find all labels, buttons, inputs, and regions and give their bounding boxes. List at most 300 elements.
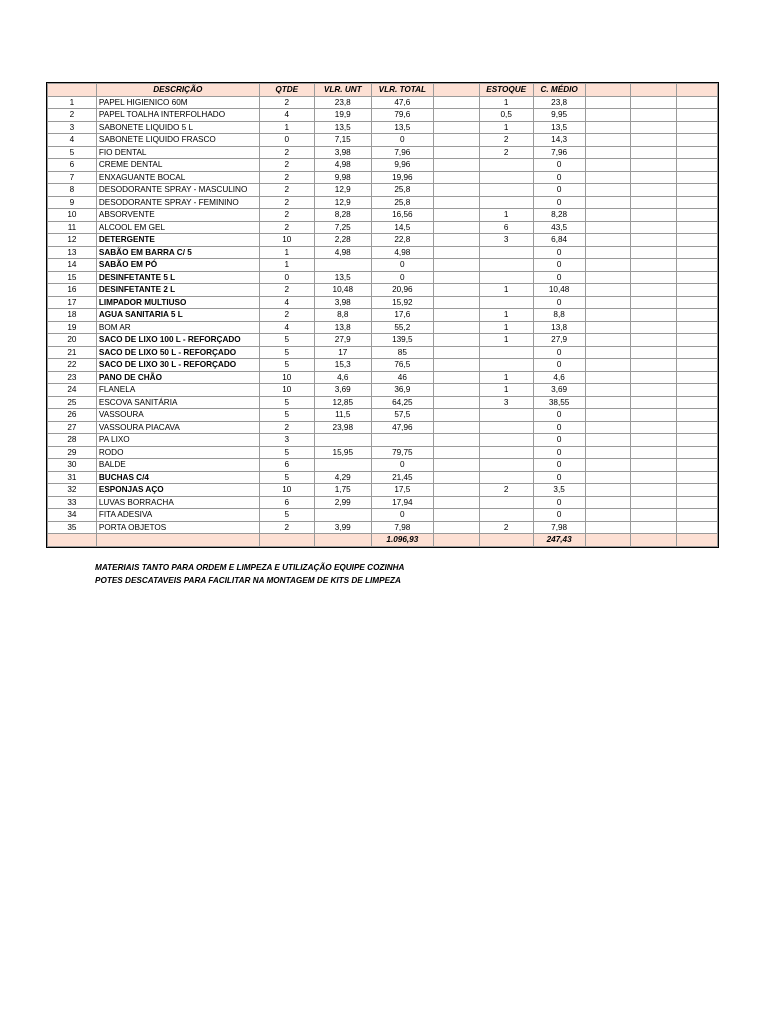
cell-vlr-total[interactable]: 9,96 bbox=[371, 159, 433, 172]
cell-qtde[interactable]: 0 bbox=[259, 271, 314, 284]
empty-cell[interactable] bbox=[479, 534, 533, 547]
cell-vlr-total[interactable]: 64,25 bbox=[371, 396, 433, 409]
cell-qtde[interactable]: 0 bbox=[259, 134, 314, 147]
cell-qtde[interactable]: 10 bbox=[259, 371, 314, 384]
cell-descricao[interactable]: BOM AR bbox=[96, 321, 259, 334]
cell-num[interactable]: 8 bbox=[48, 184, 97, 197]
cell-descricao[interactable]: PA LIXO bbox=[96, 434, 259, 447]
cell-num[interactable]: 5 bbox=[48, 146, 97, 159]
cell-vlr-unt[interactable]: 4,98 bbox=[314, 159, 371, 172]
cell-num[interactable]: 19 bbox=[48, 321, 97, 334]
empty-cell[interactable] bbox=[433, 484, 479, 497]
cell-num[interactable]: 12 bbox=[48, 234, 97, 247]
empty-cell[interactable] bbox=[433, 346, 479, 359]
header-empty-cell[interactable] bbox=[677, 84, 718, 97]
cell-vlr-unt[interactable]: 4,29 bbox=[314, 471, 371, 484]
empty-cell[interactable] bbox=[433, 409, 479, 422]
cell-vlr-total[interactable]: 25,8 bbox=[371, 196, 433, 209]
cell-estoque[interactable] bbox=[479, 496, 533, 509]
empty-cell[interactable] bbox=[585, 359, 631, 372]
empty-cell[interactable] bbox=[631, 434, 677, 447]
empty-cell[interactable] bbox=[314, 534, 371, 547]
cell-qtde[interactable]: 5 bbox=[259, 396, 314, 409]
cell-qtde[interactable]: 2 bbox=[259, 171, 314, 184]
empty-cell[interactable] bbox=[433, 109, 479, 122]
cell-estoque[interactable]: 2 bbox=[479, 134, 533, 147]
empty-cell[interactable] bbox=[677, 96, 718, 109]
cell-num[interactable]: 20 bbox=[48, 334, 97, 347]
empty-cell[interactable] bbox=[677, 334, 718, 347]
empty-cell[interactable] bbox=[631, 234, 677, 247]
cell-num[interactable]: 7 bbox=[48, 171, 97, 184]
empty-cell[interactable] bbox=[631, 309, 677, 322]
empty-cell[interactable] bbox=[631, 221, 677, 234]
empty-cell[interactable] bbox=[631, 296, 677, 309]
cell-descricao[interactable]: ESPONJAS AÇO bbox=[96, 484, 259, 497]
cell-c-medio[interactable]: 0 bbox=[533, 509, 585, 522]
empty-cell[interactable] bbox=[585, 309, 631, 322]
cell-descricao[interactable]: ENXAGUANTE BOCAL bbox=[96, 171, 259, 184]
cell-estoque[interactable]: 2 bbox=[479, 146, 533, 159]
empty-cell[interactable] bbox=[433, 509, 479, 522]
cell-vlr-total[interactable]: 0 bbox=[371, 134, 433, 147]
cell-qtde[interactable]: 4 bbox=[259, 109, 314, 122]
cell-vlr-unt[interactable] bbox=[314, 259, 371, 272]
empty-cell[interactable] bbox=[631, 121, 677, 134]
empty-cell[interactable] bbox=[677, 109, 718, 122]
cell-estoque[interactable] bbox=[479, 171, 533, 184]
cell-vlr-unt[interactable]: 13,5 bbox=[314, 271, 371, 284]
cell-vlr-unt[interactable] bbox=[314, 509, 371, 522]
header-empty-cell[interactable] bbox=[631, 84, 677, 97]
empty-cell[interactable] bbox=[677, 496, 718, 509]
empty-cell[interactable] bbox=[96, 534, 259, 547]
cell-qtde[interactable]: 5 bbox=[259, 359, 314, 372]
cell-num[interactable]: 10 bbox=[48, 209, 97, 222]
cell-descricao[interactable]: PAPEL TOALHA INTERFOLHADO bbox=[96, 109, 259, 122]
cell-descricao[interactable]: PANO DE CHÃO bbox=[96, 371, 259, 384]
cell-vlr-unt[interactable]: 9,98 bbox=[314, 171, 371, 184]
empty-cell[interactable] bbox=[631, 446, 677, 459]
cell-c-medio[interactable]: 0 bbox=[533, 184, 585, 197]
cell-num[interactable]: 6 bbox=[48, 159, 97, 172]
empty-cell[interactable] bbox=[585, 159, 631, 172]
cell-vlr-total[interactable]: 79,75 bbox=[371, 446, 433, 459]
cell-qtde[interactable]: 2 bbox=[259, 221, 314, 234]
cell-qtde[interactable]: 10 bbox=[259, 234, 314, 247]
empty-cell[interactable] bbox=[585, 371, 631, 384]
cell-vlr-total[interactable] bbox=[371, 434, 433, 447]
cell-estoque[interactable] bbox=[479, 471, 533, 484]
empty-cell[interactable] bbox=[585, 296, 631, 309]
cell-qtde[interactable]: 5 bbox=[259, 409, 314, 422]
empty-cell[interactable] bbox=[677, 296, 718, 309]
cell-num[interactable]: 30 bbox=[48, 459, 97, 472]
empty-cell[interactable] bbox=[631, 371, 677, 384]
cell-estoque[interactable] bbox=[479, 346, 533, 359]
cell-qtde[interactable]: 1 bbox=[259, 246, 314, 259]
empty-cell[interactable] bbox=[433, 96, 479, 109]
cell-vlr-total[interactable]: 21,45 bbox=[371, 471, 433, 484]
cell-descricao[interactable]: DESODORANTE SPRAY - FEMININO bbox=[96, 196, 259, 209]
empty-cell[interactable] bbox=[433, 309, 479, 322]
cell-descricao[interactable]: SABÃO EM PÓ bbox=[96, 259, 259, 272]
cell-num[interactable]: 24 bbox=[48, 384, 97, 397]
empty-cell[interactable] bbox=[631, 271, 677, 284]
cell-num[interactable]: 21 bbox=[48, 346, 97, 359]
cell-qtde[interactable]: 5 bbox=[259, 471, 314, 484]
cell-estoque[interactable]: 1 bbox=[479, 371, 533, 384]
cell-num[interactable]: 23 bbox=[48, 371, 97, 384]
empty-cell[interactable] bbox=[631, 421, 677, 434]
cell-descricao[interactable]: CREME DENTAL bbox=[96, 159, 259, 172]
empty-cell[interactable] bbox=[631, 509, 677, 522]
cell-num[interactable]: 29 bbox=[48, 446, 97, 459]
empty-cell[interactable] bbox=[677, 284, 718, 297]
cell-descricao[interactable]: ALCOOL EM GEL bbox=[96, 221, 259, 234]
empty-cell[interactable] bbox=[677, 509, 718, 522]
cell-num[interactable]: 16 bbox=[48, 284, 97, 297]
empty-cell[interactable] bbox=[677, 384, 718, 397]
empty-cell[interactable] bbox=[631, 359, 677, 372]
empty-cell[interactable] bbox=[585, 234, 631, 247]
cell-c-medio[interactable]: 7,96 bbox=[533, 146, 585, 159]
empty-cell[interactable] bbox=[585, 459, 631, 472]
cell-descricao[interactable]: LUVAS BORRACHA bbox=[96, 496, 259, 509]
empty-cell[interactable] bbox=[677, 346, 718, 359]
cell-vlr-unt[interactable]: 4,6 bbox=[314, 371, 371, 384]
empty-cell[interactable] bbox=[585, 334, 631, 347]
cell-descricao[interactable]: PAPEL HIGIENICO 60M bbox=[96, 96, 259, 109]
cell-c-medio[interactable]: 0 bbox=[533, 171, 585, 184]
total-value[interactable]: 1.096,93 bbox=[371, 534, 433, 547]
cell-c-medio[interactable]: 0 bbox=[533, 271, 585, 284]
cell-estoque[interactable]: 3 bbox=[479, 396, 533, 409]
empty-cell[interactable] bbox=[677, 446, 718, 459]
cell-vlr-total[interactable]: 7,98 bbox=[371, 521, 433, 534]
cell-c-medio[interactable]: 0 bbox=[533, 409, 585, 422]
cell-descricao[interactable]: FITA ADESIVA bbox=[96, 509, 259, 522]
cell-qtde[interactable]: 4 bbox=[259, 321, 314, 334]
cell-estoque[interactable]: 1 bbox=[479, 96, 533, 109]
cell-vlr-unt[interactable]: 13,5 bbox=[314, 121, 371, 134]
empty-cell[interactable] bbox=[585, 134, 631, 147]
cell-descricao[interactable]: DESODORANTE SPRAY - MASCULINO bbox=[96, 184, 259, 197]
empty-cell[interactable] bbox=[585, 259, 631, 272]
header-empty-cell[interactable] bbox=[585, 84, 631, 97]
empty-cell[interactable] bbox=[631, 146, 677, 159]
cell-estoque[interactable]: 3 bbox=[479, 234, 533, 247]
empty-cell[interactable] bbox=[433, 159, 479, 172]
empty-cell[interactable] bbox=[677, 359, 718, 372]
cell-vlr-unt[interactable]: 11,5 bbox=[314, 409, 371, 422]
empty-cell[interactable] bbox=[631, 134, 677, 147]
empty-cell[interactable] bbox=[433, 496, 479, 509]
empty-cell[interactable] bbox=[433, 446, 479, 459]
cell-estoque[interactable]: 1 bbox=[479, 284, 533, 297]
cell-vlr-total[interactable]: 139,5 bbox=[371, 334, 433, 347]
empty-cell[interactable] bbox=[585, 321, 631, 334]
empty-cell[interactable] bbox=[433, 359, 479, 372]
cell-vlr-unt[interactable]: 2,99 bbox=[314, 496, 371, 509]
cell-vlr-total[interactable]: 76,5 bbox=[371, 359, 433, 372]
cell-num[interactable]: 3 bbox=[48, 121, 97, 134]
cell-num[interactable]: 25 bbox=[48, 396, 97, 409]
empty-cell[interactable] bbox=[631, 209, 677, 222]
cell-qtde[interactable]: 5 bbox=[259, 509, 314, 522]
cell-estoque[interactable] bbox=[479, 509, 533, 522]
empty-cell[interactable] bbox=[433, 371, 479, 384]
cell-c-medio[interactable]: 4,6 bbox=[533, 371, 585, 384]
empty-cell[interactable] bbox=[631, 346, 677, 359]
cell-num[interactable]: 26 bbox=[48, 409, 97, 422]
cell-vlr-unt[interactable]: 3,98 bbox=[314, 296, 371, 309]
cell-vlr-total[interactable]: 14,5 bbox=[371, 221, 433, 234]
cell-vlr-total[interactable]: 7,96 bbox=[371, 146, 433, 159]
empty-cell[interactable] bbox=[433, 246, 479, 259]
cell-estoque[interactable]: 1 bbox=[479, 309, 533, 322]
cell-vlr-unt[interactable]: 10,48 bbox=[314, 284, 371, 297]
cell-estoque[interactable] bbox=[479, 271, 533, 284]
cell-c-medio[interactable]: 0 bbox=[533, 496, 585, 509]
empty-cell[interactable] bbox=[631, 384, 677, 397]
cell-estoque[interactable]: 1 bbox=[479, 121, 533, 134]
cell-num[interactable]: 34 bbox=[48, 509, 97, 522]
empty-cell[interactable] bbox=[585, 421, 631, 434]
empty-cell[interactable] bbox=[677, 371, 718, 384]
cell-vlr-total[interactable]: 0 bbox=[371, 259, 433, 272]
cell-vlr-unt[interactable]: 27,9 bbox=[314, 334, 371, 347]
empty-cell[interactable] bbox=[631, 334, 677, 347]
cell-descricao[interactable]: FLANELA bbox=[96, 384, 259, 397]
empty-cell[interactable] bbox=[585, 271, 631, 284]
empty-cell[interactable] bbox=[585, 446, 631, 459]
cell-vlr-total[interactable]: 85 bbox=[371, 346, 433, 359]
empty-cell[interactable] bbox=[677, 171, 718, 184]
cell-vlr-unt[interactable]: 7,25 bbox=[314, 221, 371, 234]
empty-cell[interactable] bbox=[585, 534, 631, 547]
empty-cell[interactable] bbox=[433, 284, 479, 297]
cell-estoque[interactable]: 0,5 bbox=[479, 109, 533, 122]
cell-vlr-total[interactable]: 16,56 bbox=[371, 209, 433, 222]
total-c-medio[interactable]: 247,43 bbox=[533, 534, 585, 547]
cell-descricao[interactable]: VASSOURA bbox=[96, 409, 259, 422]
cell-vlr-unt[interactable]: 15,95 bbox=[314, 446, 371, 459]
cell-qtde[interactable]: 2 bbox=[259, 184, 314, 197]
cell-estoque[interactable] bbox=[479, 446, 533, 459]
cell-descricao[interactable]: SACO DE LIXO 100 L - REFORÇADO bbox=[96, 334, 259, 347]
cell-descricao[interactable]: ESCOVA SANITÁRIA bbox=[96, 396, 259, 409]
cell-estoque[interactable] bbox=[479, 159, 533, 172]
cell-estoque[interactable] bbox=[479, 409, 533, 422]
cell-vlr-unt[interactable]: 7,15 bbox=[314, 134, 371, 147]
empty-cell[interactable] bbox=[677, 234, 718, 247]
cell-vlr-total[interactable]: 0 bbox=[371, 459, 433, 472]
cell-vlr-total[interactable]: 47,6 bbox=[371, 96, 433, 109]
cell-descricao[interactable]: BALDE bbox=[96, 459, 259, 472]
cell-estoque[interactable]: 1 bbox=[479, 321, 533, 334]
cell-descricao[interactable]: SABONETE LIQUIDO 5 L bbox=[96, 121, 259, 134]
empty-cell[interactable] bbox=[585, 171, 631, 184]
header-blank[interactable] bbox=[433, 84, 479, 97]
empty-cell[interactable] bbox=[259, 534, 314, 547]
empty-cell[interactable] bbox=[677, 121, 718, 134]
empty-cell[interactable] bbox=[677, 159, 718, 172]
cell-vlr-unt[interactable]: 1,75 bbox=[314, 484, 371, 497]
cell-c-medio[interactable]: 0 bbox=[533, 196, 585, 209]
cell-c-medio[interactable]: 0 bbox=[533, 421, 585, 434]
empty-cell[interactable] bbox=[433, 434, 479, 447]
cell-vlr-unt[interactable]: 3,98 bbox=[314, 146, 371, 159]
cell-num[interactable]: 1 bbox=[48, 96, 97, 109]
cell-c-medio[interactable]: 3,5 bbox=[533, 484, 585, 497]
cell-descricao[interactable]: DETERGENTE bbox=[96, 234, 259, 247]
cell-vlr-total[interactable]: 17,6 bbox=[371, 309, 433, 322]
cell-num[interactable]: 18 bbox=[48, 309, 97, 322]
empty-cell[interactable] bbox=[677, 221, 718, 234]
cell-vlr-total[interactable]: 47,96 bbox=[371, 421, 433, 434]
empty-cell[interactable] bbox=[677, 484, 718, 497]
empty-cell[interactable] bbox=[433, 534, 479, 547]
cell-vlr-total[interactable]: 15,92 bbox=[371, 296, 433, 309]
empty-cell[interactable] bbox=[433, 521, 479, 534]
cell-num[interactable]: 14 bbox=[48, 259, 97, 272]
empty-cell[interactable] bbox=[631, 159, 677, 172]
cell-estoque[interactable] bbox=[479, 359, 533, 372]
empty-cell[interactable] bbox=[585, 284, 631, 297]
cell-num[interactable]: 22 bbox=[48, 359, 97, 372]
empty-cell[interactable] bbox=[433, 221, 479, 234]
header-qtde[interactable]: QTDE bbox=[259, 84, 314, 97]
empty-cell[interactable] bbox=[631, 484, 677, 497]
cell-vlr-unt[interactable]: 12,9 bbox=[314, 196, 371, 209]
cell-c-medio[interactable]: 0 bbox=[533, 459, 585, 472]
cell-c-medio[interactable]: 0 bbox=[533, 259, 585, 272]
empty-cell[interactable] bbox=[585, 484, 631, 497]
empty-cell[interactable] bbox=[631, 171, 677, 184]
empty-cell[interactable] bbox=[433, 296, 479, 309]
empty-cell[interactable] bbox=[677, 246, 718, 259]
empty-cell[interactable] bbox=[631, 96, 677, 109]
empty-cell[interactable] bbox=[433, 384, 479, 397]
empty-cell[interactable] bbox=[585, 246, 631, 259]
empty-cell[interactable] bbox=[585, 184, 631, 197]
cell-estoque[interactable] bbox=[479, 259, 533, 272]
cell-estoque[interactable] bbox=[479, 184, 533, 197]
empty-cell[interactable] bbox=[433, 396, 479, 409]
cell-qtde[interactable]: 1 bbox=[259, 259, 314, 272]
empty-cell[interactable] bbox=[677, 134, 718, 147]
cell-estoque[interactable] bbox=[479, 246, 533, 259]
cell-vlr-unt[interactable]: 12,9 bbox=[314, 184, 371, 197]
header-descricao[interactable]: DESCRIÇÃO bbox=[96, 84, 259, 97]
cell-qtde[interactable]: 10 bbox=[259, 484, 314, 497]
empty-cell[interactable] bbox=[433, 459, 479, 472]
empty-cell[interactable] bbox=[677, 271, 718, 284]
cell-vlr-total[interactable]: 79,6 bbox=[371, 109, 433, 122]
empty-cell[interactable] bbox=[677, 421, 718, 434]
cell-c-medio[interactable]: 0 bbox=[533, 296, 585, 309]
header-vlr-total[interactable]: VLR. TOTAL bbox=[371, 84, 433, 97]
cell-estoque[interactable] bbox=[479, 296, 533, 309]
empty-cell[interactable] bbox=[585, 521, 631, 534]
cell-estoque[interactable] bbox=[479, 421, 533, 434]
cell-descricao[interactable]: SACO DE LIXO 50 L - REFORÇADO bbox=[96, 346, 259, 359]
cell-num[interactable]: 33 bbox=[48, 496, 97, 509]
empty-cell[interactable] bbox=[631, 246, 677, 259]
empty-cell[interactable] bbox=[585, 471, 631, 484]
empty-cell[interactable] bbox=[631, 471, 677, 484]
cell-qtde[interactable]: 2 bbox=[259, 146, 314, 159]
cell-num[interactable]: 15 bbox=[48, 271, 97, 284]
cell-vlr-unt[interactable] bbox=[314, 434, 371, 447]
empty-cell[interactable] bbox=[677, 521, 718, 534]
cell-c-medio[interactable]: 14,3 bbox=[533, 134, 585, 147]
cell-qtde[interactable]: 4 bbox=[259, 296, 314, 309]
cell-descricao[interactable]: VASSOURA PIACAVA bbox=[96, 421, 259, 434]
cell-qtde[interactable]: 5 bbox=[259, 446, 314, 459]
cell-c-medio[interactable]: 9,95 bbox=[533, 109, 585, 122]
cell-estoque[interactable]: 1 bbox=[479, 209, 533, 222]
cell-c-medio[interactable]: 0 bbox=[533, 434, 585, 447]
cell-vlr-unt[interactable]: 3,99 bbox=[314, 521, 371, 534]
empty-cell[interactable] bbox=[631, 196, 677, 209]
empty-cell[interactable] bbox=[631, 259, 677, 272]
cell-qtde[interactable]: 6 bbox=[259, 459, 314, 472]
cell-vlr-total[interactable]: 36,9 bbox=[371, 384, 433, 397]
empty-cell[interactable] bbox=[433, 321, 479, 334]
cell-vlr-total[interactable]: 46 bbox=[371, 371, 433, 384]
cell-qtde[interactable]: 5 bbox=[259, 334, 314, 347]
empty-cell[interactable] bbox=[433, 334, 479, 347]
cell-vlr-unt[interactable] bbox=[314, 459, 371, 472]
cell-vlr-total[interactable]: 4,98 bbox=[371, 246, 433, 259]
cell-descricao[interactable]: ABSORVENTE bbox=[96, 209, 259, 222]
cell-c-medio[interactable]: 13,5 bbox=[533, 121, 585, 134]
empty-cell[interactable] bbox=[677, 184, 718, 197]
cell-vlr-total[interactable]: 17,94 bbox=[371, 496, 433, 509]
cell-qtde[interactable]: 2 bbox=[259, 284, 314, 297]
cell-vlr-unt[interactable]: 15,3 bbox=[314, 359, 371, 372]
empty-cell[interactable] bbox=[677, 146, 718, 159]
cell-c-medio[interactable]: 13,8 bbox=[533, 321, 585, 334]
empty-cell[interactable] bbox=[677, 409, 718, 422]
cell-estoque[interactable] bbox=[479, 196, 533, 209]
cell-c-medio[interactable]: 8,8 bbox=[533, 309, 585, 322]
empty-cell[interactable] bbox=[677, 396, 718, 409]
empty-cell[interactable] bbox=[433, 171, 479, 184]
empty-cell[interactable] bbox=[585, 209, 631, 222]
empty-cell[interactable] bbox=[48, 534, 97, 547]
cell-vlr-total[interactable]: 17,5 bbox=[371, 484, 433, 497]
cell-descricao[interactable]: LIMPADOR MULTIUSO bbox=[96, 296, 259, 309]
cell-vlr-total[interactable]: 13,5 bbox=[371, 121, 433, 134]
empty-cell[interactable] bbox=[631, 184, 677, 197]
empty-cell[interactable] bbox=[677, 209, 718, 222]
empty-cell[interactable] bbox=[631, 321, 677, 334]
empty-cell[interactable] bbox=[433, 184, 479, 197]
cell-descricao[interactable]: SACO DE LIXO 30 L - REFORÇADO bbox=[96, 359, 259, 372]
empty-cell[interactable] bbox=[631, 409, 677, 422]
cell-vlr-total[interactable]: 22,8 bbox=[371, 234, 433, 247]
cell-descricao[interactable]: RODO bbox=[96, 446, 259, 459]
cell-c-medio[interactable]: 3,69 bbox=[533, 384, 585, 397]
cell-vlr-unt[interactable]: 8,8 bbox=[314, 309, 371, 322]
empty-cell[interactable] bbox=[585, 109, 631, 122]
empty-cell[interactable] bbox=[585, 196, 631, 209]
cell-estoque[interactable]: 2 bbox=[479, 521, 533, 534]
empty-cell[interactable] bbox=[585, 221, 631, 234]
